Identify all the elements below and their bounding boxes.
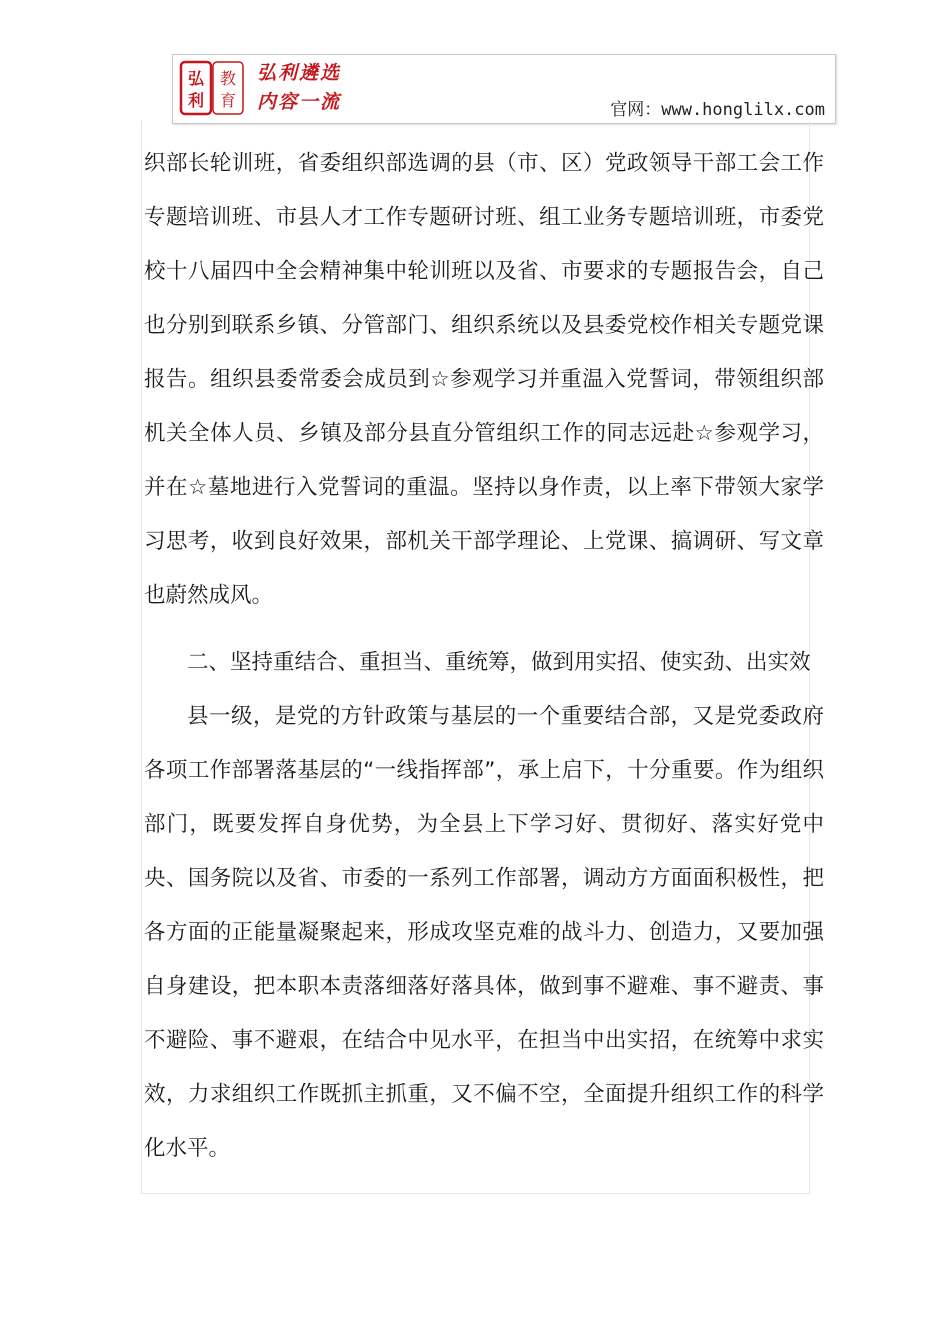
svg-text:育: 育: [219, 91, 237, 110]
section-heading-2: 二、坚持重结合、重担当、重统筹，做到用实招、使实劲、出实效: [187, 650, 811, 675]
slogan-line-1: 弘利遴选: [257, 62, 342, 84]
svg-text:利: 利: [187, 91, 205, 110]
svg-text:教: 教: [219, 69, 237, 88]
slogan-line-2: 内容一流: [257, 91, 342, 113]
official-site-text: 官网：www.honglilx.com: [610, 100, 825, 120]
slogan: [257, 59, 367, 117]
paragraph-2: 县一级，是党的方针政策与基层的一个重要结合部，又是党委政府各项工作部署落基层的“一线指挥部”，承上启下，十分重要。作为组织部门，既要发挥自身优势，为全县上下学习好、贯彻好、落实好党中央、国务院以及省、市委的一系列工作部署，调动方方面面积极性，把各方面的正能量凝聚起来，形成攻坚克难的战斗力、创造力，又要加强自身建设，把本职本责落细落好落具体，做到事不避难、事不避责、事不避险、事不避艰，在结合中见水平，在担当中出实招，在统筹中求实效，力求组织工作既抓主抓重，又不偏不空，全面提升组织工作的科学化水平。: [144, 704, 824, 1161]
svg-text:弘: 弘: [187, 69, 205, 88]
hongli-education-seal-logo: [179, 60, 245, 116]
page-header: [172, 54, 836, 124]
paragraph-1: 织部长轮训班，省委组织部选调的县（市、区）党政领导干部工会工作专题培训班、市县人才工作专题研讨班、组工业务专题培训班，市委党校十八届四中全会精神集中轮训班以及省、市要求的专题报告会，自己也分别到联系乡镇、分管部门、组织系统以及县委党校作相关专题党课报告。组织县委常委会成员到☆参观学习并重温入党誓词，带领组织部机关全体人员、乡镇及部分县直分管组织工作的同志远赴☆参观学习，并在☆墓地进行入党誓词的重温。坚持以身作责，以上率下带领大家学习思考，收到良好效果，部机关干部学理论、上党课、搞调研、写文章也蔚然成风。: [144, 151, 824, 608]
document-body: [144, 137, 824, 1176]
